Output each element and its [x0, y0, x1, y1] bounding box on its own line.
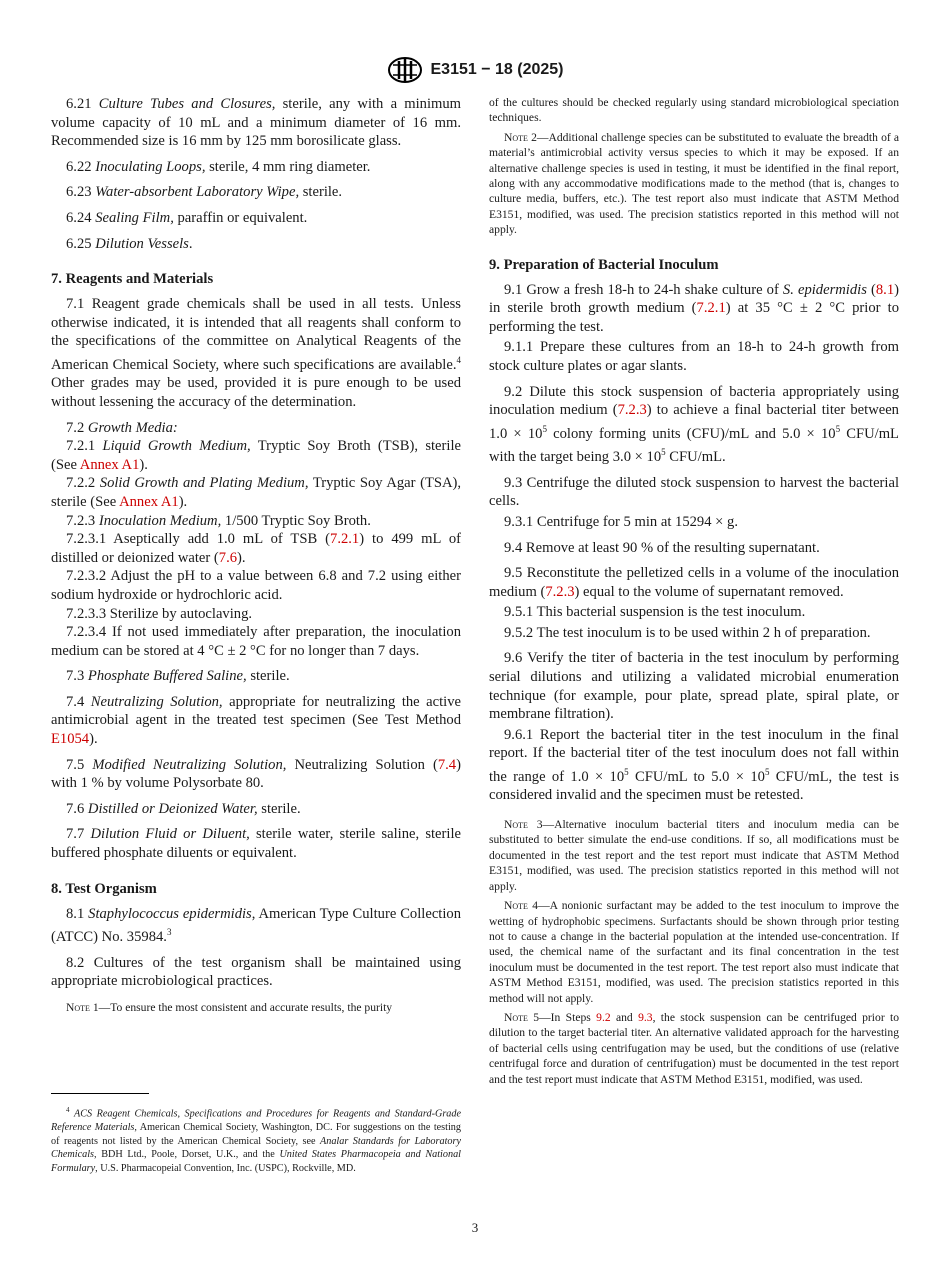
section-6-21: 6.21 Culture Tubes and Closures, sterile, any with a minimum volume capacity of 10 mL and a minimum diameter of 16 mm. Recommended size is 16 mm by 125 mm borosilicate glass.: [51, 96, 462, 150]
ref-7-2-1-link[interactable]: 7.2.1: [330, 531, 360, 548]
section-7-2: 7.2 Growth Media:: [66, 419, 178, 436]
section-8-heading: 8. Test Organism: [51, 880, 157, 897]
section-8-1: 8.1 Staphylococcus epidermidis, American Type Culture Collection (ATCC) No. 35984.$^3$: [51, 905, 461, 946]
section-9-heading: 9. Preparation of Bacterial Inoculum: [489, 256, 719, 273]
ref-7-6-link[interactable]: 7.6: [218, 549, 238, 566]
section-9-5-2: 9.5.2 The test inoculum is to be used within 2 h of preparation.: [504, 624, 871, 641]
ref-9-3-link[interactable]: 9.3: [638, 1010, 653, 1024]
right-column: [489, 95, 899, 1087]
section-7-2-3-3: 7.2.3.3 Sterilize by autoclaving.: [66, 605, 253, 622]
footnote-area: [51, 1093, 461, 1175]
section-7-1: 7.1 Reagent grade chemicals shall be used in all tests. Unless otherwise indicated, it is intended that all reagents shall conform to the specifications of the committee on Analytical Reagents of the American Chemical Society, where such specifications are available.$^4$ Other grades may be used, provided it is pure enough to be used without lessening the accuracy of the determination.: [51, 296, 461, 410]
footnote-4: $^4$ ACS Reagent Chemicals, Specifications and Procedures for Reagents and Standard-Grade Reference Materials, American Chemical Society, Washington, DC. For suggestions on the testing of reagents not listed by the American Chemical Society, see Analar Standards for Laboratory Chemicals, BDH Ltd., Poole, Dorset, U.K., and the United States Pharmacopeia and National Formulary, U.S. Pharmacopeial Convention, Inc. (USPC), Rockville, MD.: [51, 1106, 461, 1174]
note-2: Note 2—Additional challenge species can be substituted to evaluate the breadth of a material’s antimicrobial activity versus species to which it may be exposed. If an alternative challenge species is used in testing, it must be identified in the final report, along with any accommodative modifications made to the method (that is, changes to culture media, buffers, etc.). The test report also must indicate that ASTM Method E3151, modified, was used. The precision statistics reported in this method will not apply.: [489, 130, 900, 237]
section-7-2-2: 7.2.2 Solid Growth and Plating Medium, Tryptic Soy Agar (TSA), sterile (See Annex A1).: [51, 475, 462, 510]
note-3: Note 3—Alternative inoculum bacterial titers and inoculum media can be substituted to better simulate the end-use conditions. If so, all modifications must be documented in the test report and the test report must indicate that ASTM Method E3151, modified, was used. The precision statistics reported in this method will not apply.: [489, 818, 899, 893]
note-5: Note 5—In Steps 9.2 and 9.3, the stock suspension can be centrifuged prior to dilution to the target bacterial titer. An alternative validated approach for the harvesting of bacterial cells using centrifugation may be used, but the conditions of use (relative centrifugal force and duration of centrifugation) must be documented in the test report and the test report must indicate that ASTM Method E3151, modified, was used.: [489, 1010, 900, 1086]
footnote-divider: [51, 1093, 149, 1094]
ref-7-4-link[interactable]: 7.4: [437, 756, 457, 773]
section-6-25: 6.25 Dilution Vessels.: [66, 235, 193, 252]
section-7-7: 7.7 Dilution Fluid or Diluent, sterile water, sterile saline, sterile buffered phosphate diluents or equivalent.: [51, 826, 461, 862]
section-7-2-3-1: 7.2.3.1 Aseptically add 1.0 mL of TSB (7.2.1) to 499 mL of distilled or deionized water (7.6).: [51, 531, 461, 566]
section-7-2-3-4: 7.2.3.4 If not used immediately after preparation, the inoculation medium can be stored at 4 °C ± 2 °C for no longer than 7 days.: [51, 624, 461, 659]
section-7-3: 7.3 Phosphate Buffered Saline, sterile.: [66, 668, 290, 685]
section-9-3: 9.3 Centrifuge the diluted stock suspension to harvest the bacterial cells.: [489, 474, 899, 510]
section-6-23: 6.23 Water-absorbent Laboratory Wipe, sterile.: [66, 184, 343, 201]
ref-8-1-link[interactable]: 8.1: [875, 281, 895, 298]
section-7-6: 7.6 Distilled or Deionized Water, sterile.: [66, 800, 301, 817]
section-7-heading: 7. Reagents and Materials: [51, 271, 214, 288]
section-7-2-3-2: 7.2.3.2 Adjust the pH to a value between 6.8 and 7.2 using either sodium hydroxide or hydrochloric acid.: [51, 568, 461, 603]
ref-9-2-link[interactable]: 9.2: [596, 1010, 611, 1024]
section-9-1: 9.1 Grow a fresh 18-h to 24-h shake culture of S. epidermidis (8.1) in sterile broth growth medium (7.2.1) at 35 °C ± 2 °C prior to performing the test.: [489, 281, 899, 335]
section-7-2-3: 7.2.3 Inoculation Medium, 1/500 Tryptic Soy Broth.: [66, 512, 371, 529]
section-9-5-1: 9.5.1 This bacterial suspension is the test inoculum.: [504, 604, 806, 621]
e1054-link[interactable]: E1054: [51, 731, 90, 748]
ref-7-2-3-link[interactable]: 7.2.3: [617, 402, 647, 419]
section-8-2: 8.2 Cultures of the test organism shall be maintained using appropriate microbiological practices.: [51, 954, 461, 990]
ref-7-2-1-link[interactable]: 7.2.1: [696, 300, 726, 317]
section-7-5: 7.5 Modified Neutralizing Solution, Neutralizing Solution (7.4) with 1 % by volume Polysorbate 80.: [51, 756, 461, 792]
section-9-1-1: 9.1.1 Prepare these cultures from an 18-h to 24-h growth from stock culture plates or agar slants.: [489, 339, 899, 375]
annex-a1-link[interactable]: Annex A1: [79, 456, 140, 473]
ref-7-2-3-link[interactable]: 7.2.3: [545, 583, 575, 600]
section-9-3-1: 9.3.1 Centrifuge for 5 min at 15294 × g.: [504, 513, 738, 530]
page-number: 3: [471, 1220, 479, 1235]
section-9-2: 9.2 Dilute this stock suspension of bacteria appropriately using inoculation medium (7.2.3) to achieve a final bacterial titer between $1.0 \times 10^5$ colony forming units (CFU)/mL and $5.0 \times 10^5$ CFU/mL with the target being $3.0 \times 10^5$ CFU/mL.: [489, 383, 899, 466]
section-9-6-1: 9.6.1 Report the bacterial titer in the test inoculum in the final report. If the bacterial titer of the test inoculum does not fall within the range of $1.0 \times 10^5$ CFU/mL to $5.0 \times 10^5$ CFU/mL, the test is considered invalid and the specimen must be retested.: [489, 726, 899, 804]
annex-a1-link[interactable]: Annex A1: [119, 493, 179, 510]
section-7-2-1: 7.2.1 Liquid Growth Medium, Tryptic Soy Broth (TSB), sterile (See Annex A1).: [51, 438, 461, 473]
document-id: E3151 − 18 (2025): [430, 61, 564, 78]
section-9-5: 9.5 Reconstitute the pelletized cells in a volume of the inoculation medium (7.2.3) equal to the volume of supernatant removed.: [489, 565, 899, 600]
note-1-continued: of the cultures should be checked regularly using standard microbiological speciation techniques.: [489, 96, 899, 125]
astm-logo-icon: [387, 56, 423, 84]
page-header: [0, 58, 950, 82]
left-column: [51, 95, 461, 1015]
section-9-4: 9.4 Remove at least 90 % of the resulting supernatant.: [504, 539, 820, 556]
section-9-6: 9.6 Verify the titer of bacteria in the test inoculum by performing serial dilutions and utilizing a validated microbial enumeration technique (for example, pour plate, spread plate, spiral plate, or membrane filtration).: [489, 650, 899, 723]
section-6-22: 6.22 Inoculating Loops, sterile, 4 mm ring diameter.: [66, 158, 371, 175]
note-1: Note 1—To ensure the most consistent and accurate results, the purity: [66, 1000, 393, 1014]
section-6-24: 6.24 Sealing Film, paraffin or equivalent.: [66, 209, 308, 226]
section-7-4: 7.4 Neutralizing Solution, appropriate for neutralizing the active antimicrobial agent in the treated test specimen (See Test Method E1054).: [51, 693, 462, 748]
note-4: Note 4—A nonionic surfactant may be added to the test inoculum to improve the wetting of hydrophobic specimens. Surfactants should be shown through prior testing not to cause a change in the bacterial population at the intended use-concentration. If used, the chemical name of the surfactant and its final concentration in the test inoculum must be documented in the test report. The test report also must indicate that ASTM Method E3151, modified, was used. The precision statistics reported in this method will not apply.: [489, 899, 899, 1005]
